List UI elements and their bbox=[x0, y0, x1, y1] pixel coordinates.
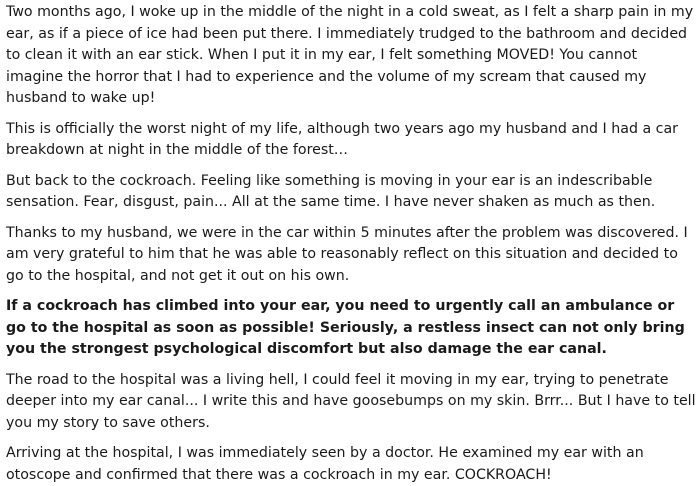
paragraph-back-to-cockroach: But back to the cockroach. Feeling like something is moving in your ear is an indescribable sensation. Fear, disgust, pain... All at the same time. I have never shaken as much as then. bbox=[6, 172, 656, 210]
paragraph-waking-up: Two months ago, I woke up in the middle of the night in a cold sweat, as I felt a sharp pain in my ear, as if a piece of ice had been put there. I immediately trudged to the bathroom and decided to clean it with an ear stick. When I put it in my ear, I felt something MOVED! You cannot imagine the horror that I had to experience and the volume of my scream that caused my husband to wake up! bbox=[6, 4, 694, 106]
paragraph-road-to-hospital: The road to the hospital was a living hell, I could feel it moving in my ear, trying to penetrate deeper into my ear canal... I write this and have goosebumps on my skin. Brrr... But I have to tell you my story to save others. bbox=[6, 371, 696, 431]
paragraph-worst-night: This is officially the worst night of my life, although two years ago my husband and I had a car breakdown at night in the middle of the forest… bbox=[6, 120, 678, 158]
paragraph-husband-car: Thanks to my husband, we were in the car within 5 minutes after the problem was discovered. I am very grateful to him that he was able to reasonably reflect on this situation and decided to go to the hospital, and not get it out on his own. bbox=[6, 224, 688, 284]
paragraph-arriving-hospital: Arriving at the hospital, I was immediately seen by a doctor. He examined my ear with an otoscope and confirmed that there was a cockroach in my ear. COCKROACH! bbox=[6, 445, 644, 483]
paragraph-warning-bold: If a cockroach has climbed into your ear, you need to urgently call an ambulance or go to the hospital as soon as possible! Seriously, a restless insect can not only bring you the strongest psychological discomfort but also damage the ear canal. bbox=[6, 298, 685, 357]
